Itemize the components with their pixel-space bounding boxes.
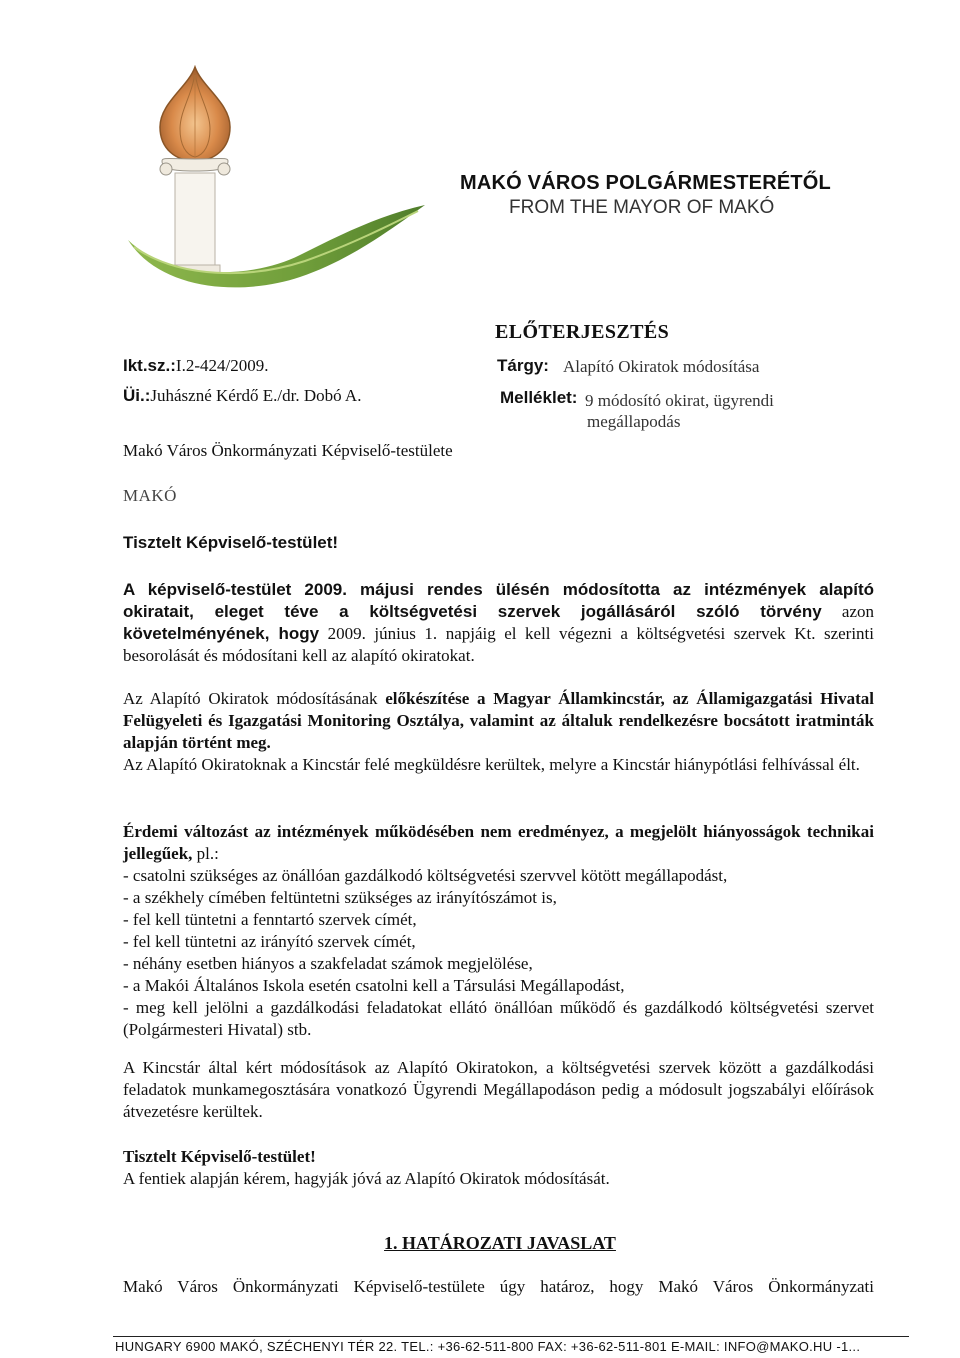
attachment-value-line2: megállapodás: [587, 412, 681, 431]
attachment-value-line1: 9 módosító okirat, ügyrendi: [585, 391, 774, 410]
paragraph-2: [123, 688, 874, 776]
paragraph-2-bold: előkészítése a Magyar Államkincstár, az Államigazgatási Hivatal Felügyeleti és Igazgatási Monitoring Osztálya, valamint az általuk rendelkezésre bocsátott iratminták alapján történt meg.: [123, 689, 874, 752]
footer-divider: [113, 1336, 909, 1337]
salutation: Tisztelt Képviselő-testület!: [123, 533, 339, 552]
list-item: - a székhely címében feltüntetni szükséges az irányítószámot is,: [123, 888, 557, 907]
list-item: - fel kell tüntetni az irányító szervek címét,: [123, 932, 416, 951]
paragraph-3: [123, 821, 874, 1041]
city: MAKÓ: [123, 486, 177, 505]
subject-value: Alapító Okiratok módosítása: [563, 357, 760, 376]
page-subtitle: FROM THE MAYOR OF MAKÓ: [509, 197, 775, 218]
paragraph-1-rest: 2009. június 1. napjáig el kell végezni a költségvetési szervek Kt. szerinti besorolását és módosítani kell az alapító okiratokat.: [123, 624, 874, 665]
resolution-start: Makó Város Önkormányzati Képviselő-testülete úgy határoz, hogy Makó Város Önkormányzati: [123, 1277, 874, 1296]
paragraph-3-lead-tail: pl.:: [192, 844, 219, 863]
list-item: - csatolni szükséges az önállóan gazdálkodó költségvetési szervvel kötött megállapodást,: [123, 866, 728, 885]
list-item: - fel kell tüntetni a fenntartó szervek címét,: [123, 910, 417, 929]
list-item: - meg kell jelölni a gazdálkodási feladatokat ellátó önállóan működő és gazdálkodó költségvetési szervet (Polgármesteri Hivatal) stb.: [123, 998, 874, 1039]
case-officer-value: Juhászné Kérdő E./dr. Dobó A.: [150, 386, 362, 405]
reference-number-label: Ikt.sz.:: [123, 356, 176, 375]
request-text: A fentiek alapján kérem, hagyják jóvá az Alapító Okiratok módosítását.: [123, 1169, 610, 1188]
attachment-label: Melléklet:: [500, 388, 578, 407]
reference-number: [123, 356, 268, 376]
paragraph-1-bold-2: követelményének, hogy: [123, 624, 320, 643]
paragraph-1-plain: azon: [821, 602, 874, 621]
case-officer-label: Üi.:: [123, 386, 151, 405]
onion-flame-column-logo-icon: [100, 65, 430, 305]
case-officer: [123, 386, 361, 406]
paragraph-1: [123, 579, 874, 667]
recipient: Makó Város Önkormányzati Képviselő-testülete: [123, 441, 453, 460]
paragraph-4: A Kincstár által kért módosítások az Alapító Okiratokon, a költségvetési szervek között a gazdálkodási feladatok munkamegosztására vonatkozó Ügyrendi Megállapodáson pedig a módosult jogszabályi előírások átvezetésre kerültek.: [123, 1058, 874, 1121]
paragraph-2-end: Az Alapító Okiratoknak a Kincstár felé megküldésre kerültek, melyre a Kincstár hiánypótlási felhívással élt.: [123, 755, 860, 774]
paragraph-1-bold: A képviselő-testület 2009. májusi rendes ülésén módosította az intézmények alapító okiratait, eleget téve a költségvetési szervek jogállásáról szóló törvény: [123, 580, 874, 621]
reference-number-value: I.2-424/2009.: [175, 356, 269, 375]
footer-contact: HUNGARY 6900 MAKÓ, SZÉCHENYI TÉR 22. TEL.: +36-62-511-800 FAX: +36-62-511-801 E-MAIL: INFO@MAKO.HU -1...: [115, 1339, 861, 1354]
salutation-2: Tisztelt Képviselő-testület!: [123, 1147, 316, 1166]
subject-label: Tárgy:: [497, 356, 549, 375]
resolution-heading: 1. HATÁROZATI JAVASLAT: [384, 1233, 616, 1253]
paragraph-2-start: Az Alapító Okiratok módosításának: [123, 689, 386, 708]
closing: [123, 1146, 874, 1190]
paragraph-3-lead: Érdemi változást az intézmények működésében nem eredményez, a megjelölt hiányosságok technikai jellegűek,: [123, 822, 874, 863]
document-type-heading: ELŐTERJESZTÉS: [495, 321, 670, 343]
list-item: - a Makói Általános Iskola esetén csatolni kell a Társulási Megállapodást,: [123, 976, 625, 995]
list-item: - néhány esetben hiányos a szakfeladat számok megjelölése,: [123, 954, 533, 973]
page-title: MAKÓ VÁROS POLGÁRMESTERÉTŐL: [460, 172, 831, 194]
